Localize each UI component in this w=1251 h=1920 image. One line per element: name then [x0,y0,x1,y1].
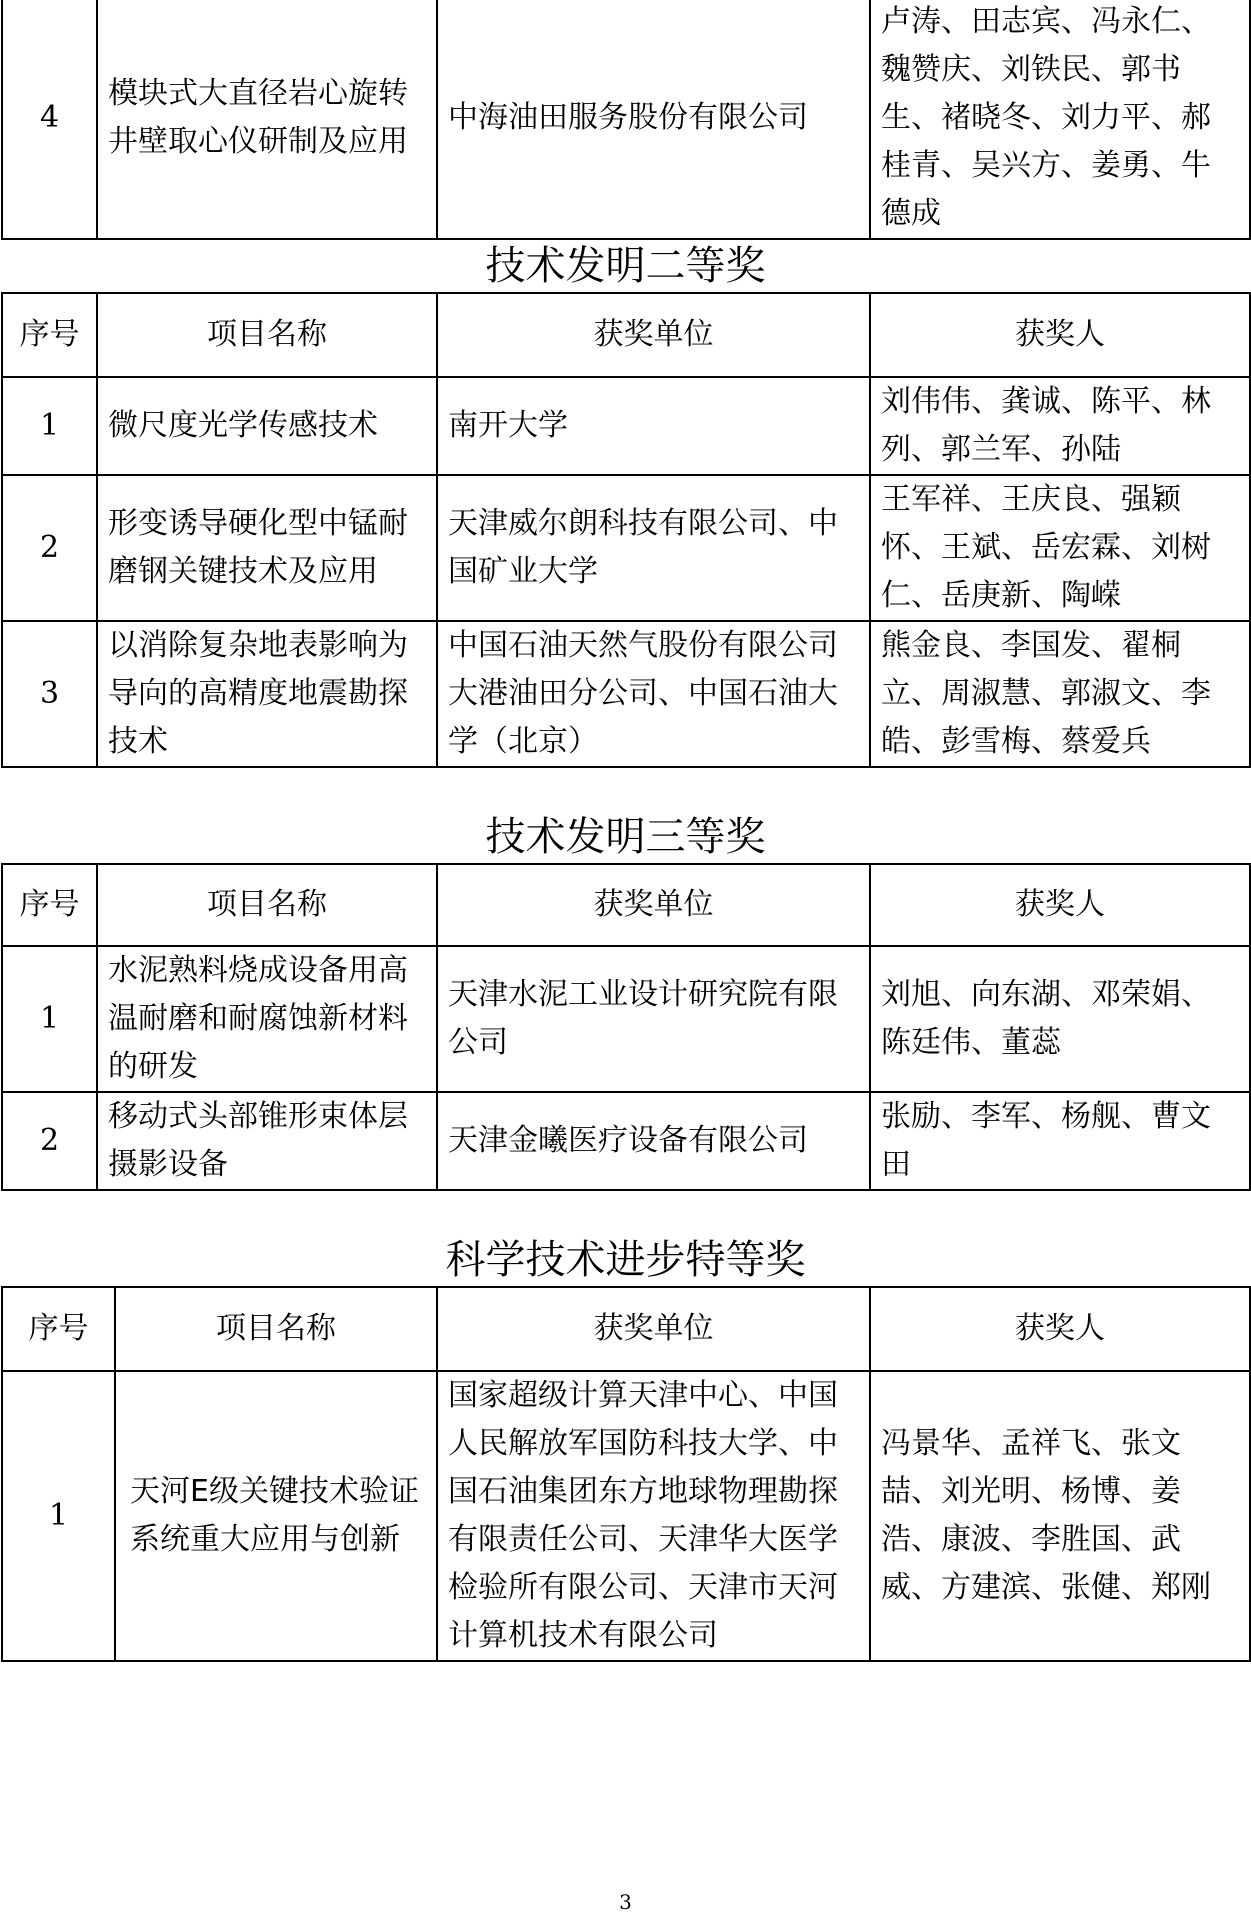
table-header-row [2,864,1250,946]
award-unit: 天津金曦医疗设备有限公司 [437,1092,870,1190]
award-winners: 刘伟伟、龚诚、陈平、林列、郭兰军、孙陆 [870,377,1250,475]
award-unit: 中国石油天然气股份有限公司大港油田分公司、中国石油大学（北京） [437,621,870,767]
table-row [2,377,1250,475]
row-number: 2 [2,475,97,621]
award-winners: 卢涛、田志宾、冯永仁、魏赞庆、刘铁民、郭书生、褚晓冬、刘力平、郝桂青、吴兴方、姜勇、牛德成 [870,0,1250,239]
header-winners: 获奖人 [870,864,1250,946]
project-name: 以消除复杂地表影响为导向的高精度地震勘探技术 [97,621,437,767]
project-name: 模块式大直径岩心旋转井壁取心仪研制及应用 [97,0,437,239]
section-title: 技术发明二等奖 [485,243,766,289]
award-unit: 中海油田服务股份有限公司 [437,0,870,239]
header-project: 项目名称 [97,864,437,946]
table-header-row [2,293,1250,377]
table-row [2,475,1250,621]
table-row [2,1371,1250,1661]
page-number: 3 [619,1890,632,1914]
table-header-row [2,1287,1250,1371]
award-unit: 国家超级计算天津中心、中国人民解放军国防科技大学、中国石油集团东方地球物理勘探有限责任公司、天津华大医学检验所有限公司、天津市天河计算机技术有限公司 [437,1371,870,1661]
row-number: 1 [2,946,97,1092]
section-title: 技术发明三等奖 [485,814,766,860]
award-unit: 南开大学 [437,377,870,475]
table-row [2,621,1250,767]
award-winners: 熊金良、李国发、翟桐立、周淑慧、郭淑文、李皓、彭雪梅、蔡爱兵 [870,621,1250,767]
project-name: 移动式头部锥形束体层摄影设备 [97,1092,437,1190]
table-row [2,946,1250,1092]
award-winners: 王军祥、王庆良、强颖怀、王斌、岳宏霖、刘树仁、岳庚新、陶嵘 [870,475,1250,621]
header-winners: 获奖人 [870,1287,1250,1371]
award-table-invention-second [1,292,1251,768]
row-number: 1 [2,1371,115,1661]
row-number: 2 [2,1092,97,1190]
header-unit: 获奖单位 [437,293,870,377]
section-title: 科学技术进步特等奖 [445,1237,806,1283]
table-row [2,1092,1250,1190]
award-winners: 张励、李军、杨舰、曹文田 [870,1092,1250,1190]
project-name: 天河E级关键技术验证系统重大应用与创新 [115,1371,437,1661]
row-number: 1 [2,377,97,475]
row-number: 3 [2,621,97,767]
header-unit: 获奖单位 [437,864,870,946]
award-unit: 天津威尔朗科技有限公司、中国矿业大学 [437,475,870,621]
top-award-table [1,0,1251,240]
header-no: 序号 [2,864,97,946]
row-number: 4 [2,0,97,239]
award-table-invention-third [1,863,1251,1191]
award-winners: 刘旭、向东湖、邓荣娟、陈廷伟、董蕊 [870,946,1250,1092]
award-winners: 冯景华、孟祥飞、张文喆、刘光明、杨博、姜浩、康波、李胜国、武威、方建滨、张健、郑刚 [870,1371,1250,1661]
header-no: 序号 [2,293,97,377]
header-winners: 获奖人 [870,293,1250,377]
header-unit: 获奖单位 [437,1287,870,1371]
project-name: 微尺度光学传感技术 [97,377,437,475]
project-name: 形变诱导硬化型中锰耐磨钢关键技术及应用 [97,475,437,621]
project-name: 水泥熟料烧成设备用高温耐磨和耐腐蚀新材料的研发 [97,946,437,1092]
table-row [2,0,1250,239]
award-unit: 天津水泥工业设计研究院有限公司 [437,946,870,1092]
header-no: 序号 [2,1287,115,1371]
header-project: 项目名称 [97,293,437,377]
award-table-progress-special [1,1286,1251,1662]
header-project: 项目名称 [115,1287,437,1371]
